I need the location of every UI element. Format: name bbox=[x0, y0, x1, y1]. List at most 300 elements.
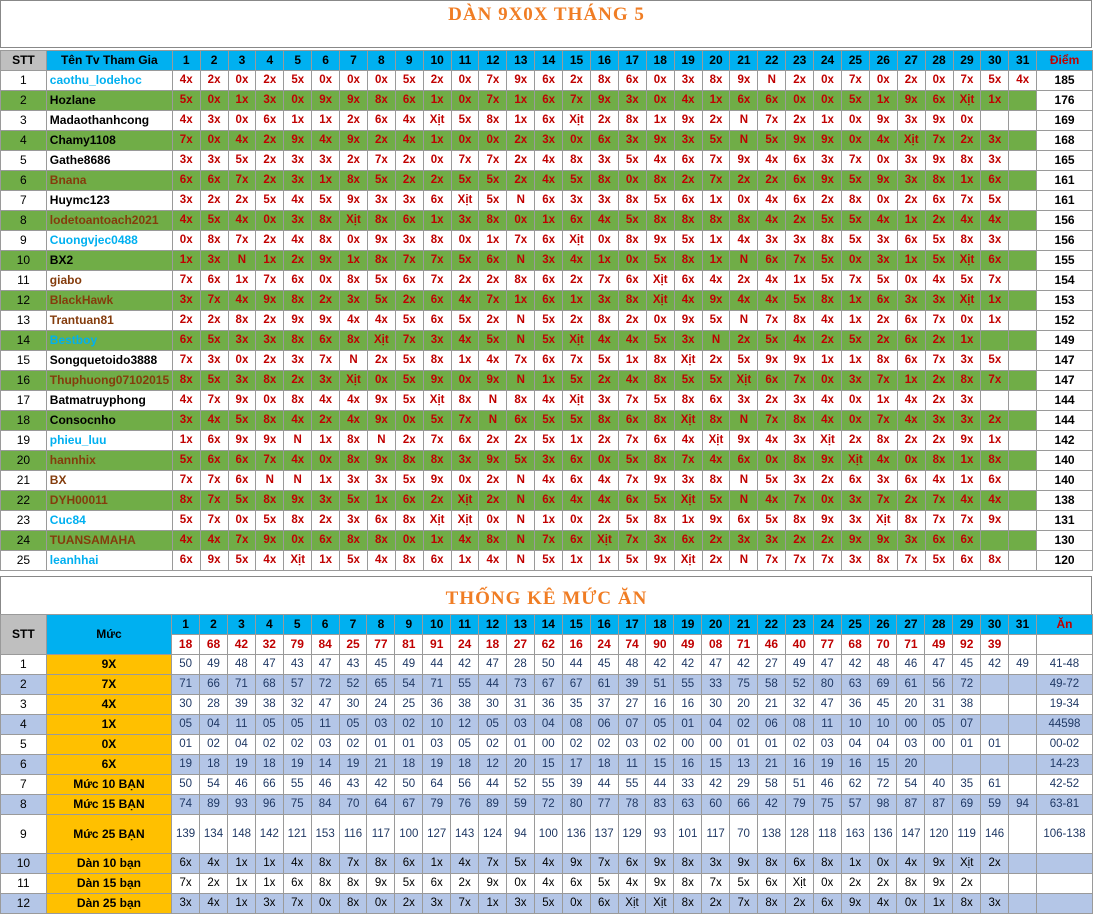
day-cell: 5x bbox=[479, 331, 507, 351]
day-cell: 0x bbox=[312, 71, 340, 91]
day-cell: 6x bbox=[897, 471, 925, 491]
level-value: 20 bbox=[897, 695, 925, 715]
level-value: 36 bbox=[841, 695, 869, 715]
row-number: 5 bbox=[1, 735, 47, 755]
level-value: 6x bbox=[562, 874, 590, 894]
day-cell: 2x bbox=[925, 331, 953, 351]
day-cell: 3x bbox=[730, 391, 758, 411]
day-header: 11 bbox=[451, 615, 479, 635]
day-cell: 0x bbox=[814, 491, 842, 511]
row-number: 22 bbox=[1, 491, 47, 511]
level-value: 33 bbox=[702, 675, 730, 695]
day-cell: 9x bbox=[674, 311, 702, 331]
day-cell: 3x bbox=[953, 411, 981, 431]
day-cell: 7x bbox=[897, 551, 925, 571]
level-value: 10 bbox=[841, 715, 869, 735]
level-value: 04 bbox=[534, 715, 562, 735]
day-cell: 9x bbox=[200, 551, 228, 571]
level-value: 134 bbox=[200, 815, 228, 854]
day-cell: N bbox=[507, 191, 535, 211]
level-value: 36 bbox=[534, 695, 562, 715]
day-cell: 3x bbox=[869, 251, 897, 271]
day-cell: N bbox=[730, 551, 758, 571]
member-name: Trantuan81 bbox=[46, 311, 172, 331]
day-cell: 1x bbox=[284, 111, 312, 131]
level-label: Mức 10 BẠN bbox=[46, 775, 171, 795]
day-cell: 6x bbox=[423, 311, 451, 331]
day-header: 10 bbox=[423, 615, 451, 635]
day-cell: 3x bbox=[897, 171, 925, 191]
day-cell: 0x bbox=[507, 211, 535, 231]
level-value: 67 bbox=[562, 675, 590, 695]
day-cell: 5x bbox=[646, 391, 674, 411]
day-cell: 5x bbox=[953, 271, 981, 291]
day-cell: N bbox=[730, 111, 758, 131]
day-cell: 6x bbox=[228, 451, 256, 471]
level-value: 64 bbox=[423, 775, 451, 795]
day-cell: 0x bbox=[814, 371, 842, 391]
day-cell: 9x bbox=[340, 91, 368, 111]
day-cell: 5x bbox=[563, 411, 591, 431]
level-value: 03 bbox=[618, 735, 646, 755]
level-value: 47 bbox=[255, 655, 283, 675]
day-cell: 4x bbox=[367, 551, 395, 571]
level-value: 72 bbox=[311, 675, 339, 695]
day-cell: 9x bbox=[312, 311, 340, 331]
day-cell: 1x bbox=[172, 431, 200, 451]
day-cell: 1x bbox=[953, 331, 981, 351]
name-header: Tên Tv Tham Gia bbox=[46, 51, 172, 71]
day-cell: 5x bbox=[451, 251, 479, 271]
day-cell: 9x bbox=[814, 131, 842, 151]
day-cell: 3x bbox=[284, 351, 312, 371]
day-cell: 8x bbox=[479, 211, 507, 231]
day-cell: 3x bbox=[618, 91, 646, 111]
day-cell: 2x bbox=[953, 131, 981, 151]
level-value: 21 bbox=[367, 755, 395, 775]
day-cell: 8x bbox=[395, 551, 423, 571]
day-cell: 9x bbox=[925, 111, 953, 131]
level-value: Xịt bbox=[953, 854, 981, 874]
level-value: 02 bbox=[255, 735, 283, 755]
day-cell: 6x bbox=[172, 551, 200, 571]
level-value: 5x bbox=[506, 854, 534, 874]
day-cell: 2x bbox=[925, 211, 953, 231]
day-cell: 6x bbox=[563, 531, 591, 551]
level-value: 2x bbox=[200, 874, 228, 894]
day-cell: 4x bbox=[172, 71, 200, 91]
level-value: 2x bbox=[981, 854, 1009, 874]
day-cell: 6x bbox=[730, 451, 758, 471]
day-cell: 6x bbox=[200, 271, 228, 291]
result-cell: 40 bbox=[785, 635, 813, 655]
day-cell: N bbox=[702, 331, 730, 351]
day-cell: 0x bbox=[200, 131, 228, 151]
day-cell: 9x bbox=[256, 531, 284, 551]
day-cell: 5x bbox=[395, 351, 423, 371]
level-value: 72 bbox=[869, 775, 897, 795]
member-name: leanhhai bbox=[46, 551, 172, 571]
member-row bbox=[1, 451, 1093, 471]
day-cell bbox=[1009, 551, 1037, 571]
day-cell: 1x bbox=[312, 171, 340, 191]
points-cell: 156 bbox=[1037, 231, 1093, 251]
row-number: 19 bbox=[1, 431, 47, 451]
row-number: 9 bbox=[1, 231, 47, 251]
day-cell: 4x bbox=[451, 291, 479, 311]
row-number: 6 bbox=[1, 171, 47, 191]
day-cell: 6x bbox=[423, 191, 451, 211]
level-value: 94 bbox=[1009, 795, 1037, 815]
day-cell: 2x bbox=[925, 391, 953, 411]
level-value: 67 bbox=[395, 795, 423, 815]
day-cell: 4x bbox=[367, 311, 395, 331]
member-row bbox=[1, 411, 1093, 431]
member-row bbox=[1, 551, 1093, 571]
day-cell: 0x bbox=[841, 131, 869, 151]
level-an: 106-138 bbox=[1036, 815, 1092, 854]
level-value: 36 bbox=[423, 695, 451, 715]
day-cell: 2x bbox=[479, 491, 507, 511]
day-cell: 5x bbox=[618, 451, 646, 471]
level-value: 79 bbox=[423, 795, 451, 815]
day-cell: 9x bbox=[590, 91, 618, 111]
level-value: 2x bbox=[869, 874, 897, 894]
day-cell: 5x bbox=[981, 71, 1009, 91]
level-value: 02 bbox=[200, 735, 228, 755]
day-cell: 1x bbox=[367, 491, 395, 511]
stats-row bbox=[1, 894, 1093, 914]
row-number: 8 bbox=[1, 795, 47, 815]
day-cell: 0x bbox=[758, 451, 786, 471]
day-cell: 6x bbox=[981, 251, 1009, 271]
day-cell: 2x bbox=[897, 71, 925, 91]
level-label: Dàn 25 bạn bbox=[46, 894, 171, 914]
day-cell: 2x bbox=[814, 191, 842, 211]
day-cell: 7x bbox=[869, 491, 897, 511]
day-cell: 8x bbox=[869, 351, 897, 371]
member-name: Huymc123 bbox=[46, 191, 172, 211]
level-value: 3x bbox=[981, 894, 1009, 914]
day-cell: N bbox=[228, 251, 256, 271]
level-value: 10 bbox=[869, 715, 897, 735]
day-cell: 1x bbox=[479, 231, 507, 251]
day-cell: 1x bbox=[814, 111, 842, 131]
day-cell: 7x bbox=[953, 71, 981, 91]
level-value: 05 bbox=[451, 735, 479, 755]
result-cell: 39 bbox=[981, 635, 1009, 655]
day-cell: 5x bbox=[284, 71, 312, 91]
day-cell: N bbox=[507, 491, 535, 511]
day-cell: 6x bbox=[395, 491, 423, 511]
day-cell: 4x bbox=[172, 211, 200, 231]
day-header: 18 bbox=[646, 51, 674, 71]
row-number: 3 bbox=[1, 695, 47, 715]
level-value: 54 bbox=[200, 775, 228, 795]
level-value: 19 bbox=[172, 755, 200, 775]
day-cell bbox=[981, 391, 1009, 411]
day-cell: 8x bbox=[702, 71, 730, 91]
day-cell: 5x bbox=[618, 151, 646, 171]
day-cell: 8x bbox=[618, 111, 646, 131]
level-value: 47 bbox=[813, 695, 841, 715]
day-cell: 7x bbox=[312, 351, 340, 371]
day-cell: 8x bbox=[646, 371, 674, 391]
day-cell: 5x bbox=[451, 111, 479, 131]
day-cell: 6x bbox=[200, 431, 228, 451]
day-cell: 1x bbox=[702, 191, 730, 211]
day-cell: 9x bbox=[284, 491, 312, 511]
day-cell: 0x bbox=[953, 111, 981, 131]
day-cell: 3x bbox=[395, 231, 423, 251]
member-name: hannhix bbox=[46, 451, 172, 471]
day-cell: 2x bbox=[284, 251, 312, 271]
level-value: 06 bbox=[590, 715, 618, 735]
row-number: 7 bbox=[1, 191, 47, 211]
result-cell: 16 bbox=[562, 635, 590, 655]
day-cell: 7x bbox=[981, 271, 1009, 291]
day-cell: 7x bbox=[535, 531, 563, 551]
day-cell: 8x bbox=[841, 191, 869, 211]
level-value: 68 bbox=[255, 675, 283, 695]
day-cell: 2x bbox=[758, 171, 786, 191]
day-cell: 6x bbox=[786, 191, 814, 211]
level-value: 8x bbox=[367, 854, 395, 874]
day-cell: Xịt bbox=[284, 551, 312, 571]
day-cell: 6x bbox=[172, 331, 200, 351]
day-cell bbox=[1009, 191, 1037, 211]
muc-header: Mức bbox=[46, 615, 171, 655]
level-value: 2x bbox=[841, 874, 869, 894]
day-cell: 4x bbox=[479, 551, 507, 571]
level-value: 9x bbox=[925, 874, 953, 894]
day-cell: N bbox=[340, 351, 368, 371]
level-value: 69 bbox=[953, 795, 981, 815]
day-cell: 4x bbox=[786, 331, 814, 351]
day-cell: 0x bbox=[395, 531, 423, 551]
level-value: 124 bbox=[479, 815, 507, 854]
level-value bbox=[1009, 874, 1037, 894]
row-number: 15 bbox=[1, 351, 47, 371]
member-row bbox=[1, 331, 1093, 351]
member-row bbox=[1, 71, 1093, 91]
day-header: 29 bbox=[953, 51, 981, 71]
day-cell: 8x bbox=[256, 411, 284, 431]
day-cell: N bbox=[507, 471, 535, 491]
level-value: 18 bbox=[255, 755, 283, 775]
day-cell: 8x bbox=[674, 391, 702, 411]
day-cell: 2x bbox=[228, 191, 256, 211]
points-cell: 165 bbox=[1037, 151, 1093, 171]
day-header: 10 bbox=[423, 51, 451, 71]
level-value: 30 bbox=[479, 695, 507, 715]
level-value: 07 bbox=[618, 715, 646, 735]
day-cell: 5x bbox=[646, 491, 674, 511]
day-cell: 5x bbox=[340, 491, 368, 511]
day-cell: Xịt bbox=[340, 211, 368, 231]
level-value: 19 bbox=[423, 755, 451, 775]
day-cell: 0x bbox=[841, 251, 869, 271]
level-label: 7X bbox=[46, 675, 171, 695]
day-cell: 6x bbox=[897, 311, 925, 331]
day-cell: 5x bbox=[563, 371, 591, 391]
level-value: 62 bbox=[841, 775, 869, 795]
row-number: 10 bbox=[1, 251, 47, 271]
level-value: 12 bbox=[479, 755, 507, 775]
level-value: 69 bbox=[869, 675, 897, 695]
level-value: 18 bbox=[590, 755, 618, 775]
day-header: 7 bbox=[339, 615, 367, 635]
day-cell: Xịt bbox=[953, 251, 981, 271]
level-label: 4X bbox=[46, 695, 171, 715]
day-cell: 3x bbox=[897, 111, 925, 131]
level-value: 70 bbox=[339, 795, 367, 815]
row-number: 2 bbox=[1, 91, 47, 111]
day-cell: 1x bbox=[981, 431, 1009, 451]
day-cell: 5x bbox=[423, 411, 451, 431]
level-value: 67 bbox=[534, 675, 562, 695]
level-value: 56 bbox=[925, 675, 953, 695]
day-cell: 6x bbox=[925, 191, 953, 211]
member-row bbox=[1, 171, 1093, 191]
member-name: giabo bbox=[46, 271, 172, 291]
day-cell: 6x bbox=[674, 191, 702, 211]
level-value bbox=[981, 715, 1009, 735]
day-cell: 8x bbox=[312, 211, 340, 231]
day-cell: 4x bbox=[340, 311, 368, 331]
level-an bbox=[1036, 854, 1092, 874]
level-value: 04 bbox=[227, 735, 255, 755]
result-cell: 74 bbox=[618, 635, 646, 655]
level-value: 47 bbox=[479, 655, 507, 675]
day-cell bbox=[1009, 391, 1037, 411]
day-header: 9 bbox=[395, 51, 423, 71]
day-cell: Xịt bbox=[897, 131, 925, 151]
day-cell: 1x bbox=[590, 551, 618, 571]
day-cell: 9x bbox=[646, 551, 674, 571]
day-cell: 3x bbox=[423, 331, 451, 351]
day-cell: 7x bbox=[758, 311, 786, 331]
day-cell: 5x bbox=[451, 311, 479, 331]
level-value: 00 bbox=[897, 715, 925, 735]
level-value: 55 bbox=[618, 775, 646, 795]
day-cell: N bbox=[507, 551, 535, 571]
day-cell: 8x bbox=[340, 271, 368, 291]
member-table bbox=[0, 50, 1093, 571]
level-value: 55 bbox=[534, 775, 562, 795]
day-cell: 8x bbox=[172, 371, 200, 391]
day-cell: 6x bbox=[563, 471, 591, 491]
day-cell: 2x bbox=[869, 331, 897, 351]
level-value bbox=[1009, 715, 1037, 735]
level-value: 3x bbox=[255, 894, 283, 914]
day-cell: 5x bbox=[702, 371, 730, 391]
level-value: 32 bbox=[785, 695, 813, 715]
day-cell: 6x bbox=[953, 551, 981, 571]
level-value: 100 bbox=[534, 815, 562, 854]
member-name: Thuphuong07102015 bbox=[46, 371, 172, 391]
day-cell: 1x bbox=[786, 271, 814, 291]
day-header: 1 bbox=[172, 615, 200, 635]
level-value: 7x bbox=[339, 854, 367, 874]
day-cell: 9x bbox=[340, 191, 368, 211]
day-cell: 0x bbox=[590, 231, 618, 251]
day-cell: 8x bbox=[590, 71, 618, 91]
day-header: 29 bbox=[953, 615, 981, 635]
day-cell: 6x bbox=[953, 531, 981, 551]
day-header: 6 bbox=[312, 51, 340, 71]
day-cell: 9x bbox=[841, 531, 869, 551]
day-cell: 3x bbox=[953, 351, 981, 371]
day-cell: 4x bbox=[590, 331, 618, 351]
day-cell: 1x bbox=[953, 451, 981, 471]
points-cell: 140 bbox=[1037, 451, 1093, 471]
day-cell: 6x bbox=[897, 351, 925, 371]
day-cell: 3x bbox=[590, 151, 618, 171]
day-cell: 3x bbox=[284, 211, 312, 231]
day-cell: 3x bbox=[925, 291, 953, 311]
day-cell: 4x bbox=[869, 131, 897, 151]
level-value: 8x bbox=[813, 854, 841, 874]
day-cell: 0x bbox=[312, 271, 340, 291]
level-value: 129 bbox=[618, 815, 646, 854]
member-row bbox=[1, 291, 1093, 311]
day-cell: 5x bbox=[646, 331, 674, 351]
day-cell: Xịt bbox=[451, 511, 479, 531]
level-value: 01 bbox=[757, 735, 785, 755]
day-cell: 8x bbox=[563, 151, 591, 171]
day-cell: 4x bbox=[758, 271, 786, 291]
day-cell: 9x bbox=[479, 371, 507, 391]
row-number: 1 bbox=[1, 655, 47, 675]
day-cell: 4x bbox=[256, 551, 284, 571]
day-header: 12 bbox=[479, 615, 507, 635]
level-value: 8x bbox=[897, 874, 925, 894]
level-value: 9x bbox=[367, 874, 395, 894]
member-row bbox=[1, 91, 1093, 111]
day-cell: 9x bbox=[312, 251, 340, 271]
day-cell: N bbox=[730, 251, 758, 271]
points-cell: 140 bbox=[1037, 471, 1093, 491]
day-cell: 6x bbox=[786, 171, 814, 191]
day-header: 26 bbox=[869, 51, 897, 71]
level-value: 7x bbox=[283, 894, 311, 914]
stats-row bbox=[1, 854, 1093, 874]
day-cell: 2x bbox=[897, 431, 925, 451]
day-cell: 4x bbox=[869, 211, 897, 231]
day-cell: 6x bbox=[256, 111, 284, 131]
level-value: 07 bbox=[953, 715, 981, 735]
level-value: 6x bbox=[395, 854, 423, 874]
level-an bbox=[1036, 894, 1092, 914]
day-cell: 6x bbox=[312, 331, 340, 351]
day-cell: Xịt bbox=[674, 491, 702, 511]
day-cell: 2x bbox=[814, 471, 842, 491]
level-value: 1x bbox=[227, 894, 255, 914]
day-cell: 1x bbox=[507, 291, 535, 311]
day-cell: Xịt bbox=[841, 451, 869, 471]
day-cell: 1x bbox=[228, 91, 256, 111]
member-row bbox=[1, 351, 1093, 371]
level-value: 61 bbox=[981, 775, 1009, 795]
day-cell: 5x bbox=[814, 271, 842, 291]
level-value: 6x bbox=[757, 874, 785, 894]
level-value bbox=[981, 695, 1009, 715]
day-cell: 8x bbox=[590, 171, 618, 191]
points-cell: 144 bbox=[1037, 411, 1093, 431]
level-value: 1x bbox=[255, 874, 283, 894]
day-cell: 3x bbox=[312, 151, 340, 171]
